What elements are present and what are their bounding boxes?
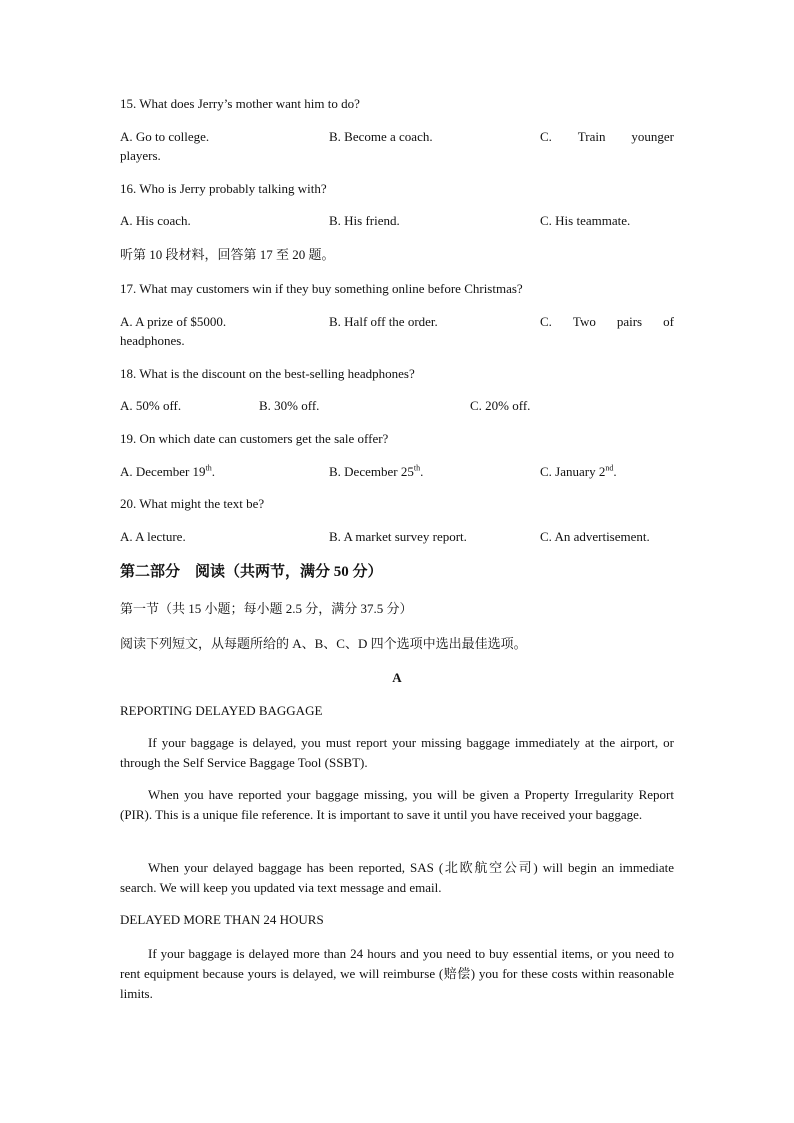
question-17: 17. What may customers win if they buy something online before Christmas? [120, 281, 523, 296]
reading-instruction: 阅读下列短文，从每题所给的 A、B、C、D 四个选项中选出最佳选项。 [120, 636, 527, 651]
q19-option-a-sup: th [205, 463, 212, 473]
part-two-title: 第二部分 阅读（共两节，满分 50 分） [120, 564, 383, 580]
q15-option-c-word-1: Train [577, 129, 606, 144]
question-20: 20. What might the text be? [120, 496, 265, 511]
paragraph-4: If your baggage is delayed more than 24 hours and you need to buy essential items, or you need to rent equipment because yours is delayed, we will reimburse (赔偿) you for these costs within reasonable limits. [120, 946, 674, 1001]
q19-option-a-end: . [211, 464, 216, 479]
q15-option-c-continued: players. [120, 148, 161, 163]
q15-option-a: A. Go to college. [120, 129, 210, 144]
q19-option-a [120, 462, 215, 482]
q16-option-c: C. His teammate. [540, 213, 631, 228]
passage-label: A [392, 670, 402, 685]
q17-option-a: A. A prize of $5000. [120, 314, 227, 329]
q20-option-b: B. A market survey report. [329, 529, 467, 544]
heading-delayed-more-than-24-hours: DELAYED MORE THAN 24 HOURS [120, 912, 324, 927]
q20-option-c: C. An advertisement. [540, 529, 650, 544]
section-one-title: 第一节（共 15 小题；每小题 2.5 分，满分 37.5 分） [120, 601, 413, 616]
q17-options [120, 312, 674, 332]
q17-option-c-word-1: Two [572, 314, 596, 329]
q19-option-b [329, 462, 423, 482]
listening-instruction: 听第 10 段材料，回答第 17 至 20 题。 [120, 247, 335, 262]
paragraph-1: If your baggage is delayed, you must report your missing baggage immediately at the airport, or through the Self Service Baggage Tool (SSBT). [120, 735, 674, 770]
q18-option-a: A. 50% off. [120, 398, 182, 413]
heading-reporting-delayed-baggage: REPORTING DELAYED BAGGAGE [120, 703, 323, 718]
q19-option-b-text: B. December 25 [329, 464, 414, 479]
q15-option-c-letter: C. [540, 129, 552, 144]
paragraph-3: When your delayed baggage has been reported, SAS (北欧航空公司) will begin an immediate search. We will keep you updated via text message and email. [120, 860, 674, 895]
q19-option-a-text: A. December 19 [120, 464, 206, 479]
q16-options [120, 211, 674, 231]
q19-option-c-end: . [613, 464, 617, 479]
q17-option-c-continued: headphones. [120, 333, 185, 348]
q16-option-b: B. His friend. [329, 213, 400, 228]
q17-option-b: B. Half off the order. [329, 314, 438, 329]
q16-option-a: A. His coach. [120, 213, 191, 228]
question-18: 18. What is the discount on the best-selling headphones? [120, 366, 415, 381]
q18-option-b: B. 30% off. [259, 398, 320, 413]
question-19: 19. On which date can customers get the sale offer? [120, 431, 389, 446]
q17-option-c-word-2: pairs [616, 314, 643, 329]
q19-option-c-sup: nd [605, 463, 614, 473]
q15-options [120, 127, 674, 147]
q15-option-b: B. Become a coach. [329, 129, 433, 144]
question-15: 15. What does Jerry’s mother want him to do? [120, 96, 360, 111]
q19-option-c-text: C. January 2 [540, 464, 606, 479]
question-16: 16. Who is Jerry probably talking with? [120, 181, 327, 196]
q19-option-c [540, 462, 617, 482]
q19-options [120, 462, 674, 482]
q17-option-c [540, 312, 674, 332]
q19-option-b-end: . [420, 464, 424, 479]
q17-option-c-letter: C. [540, 314, 552, 329]
q20-option-a: A. A lecture. [120, 529, 186, 544]
q18-options [120, 396, 674, 416]
q15-option-c [540, 127, 674, 147]
q17-option-c-word-3: of [663, 314, 674, 329]
q18-option-c: C. 20% off. [470, 398, 531, 413]
q19-option-b-sup: th [413, 463, 421, 473]
paragraph-2: When you have reported your baggage missing, you will be given a Property Irregularity Report (PIR). This is a unique file reference. It is important to save it until you have received your baggage. [120, 787, 674, 822]
q15-option-c-word-2: younger [631, 129, 674, 144]
q20-options [120, 527, 674, 547]
